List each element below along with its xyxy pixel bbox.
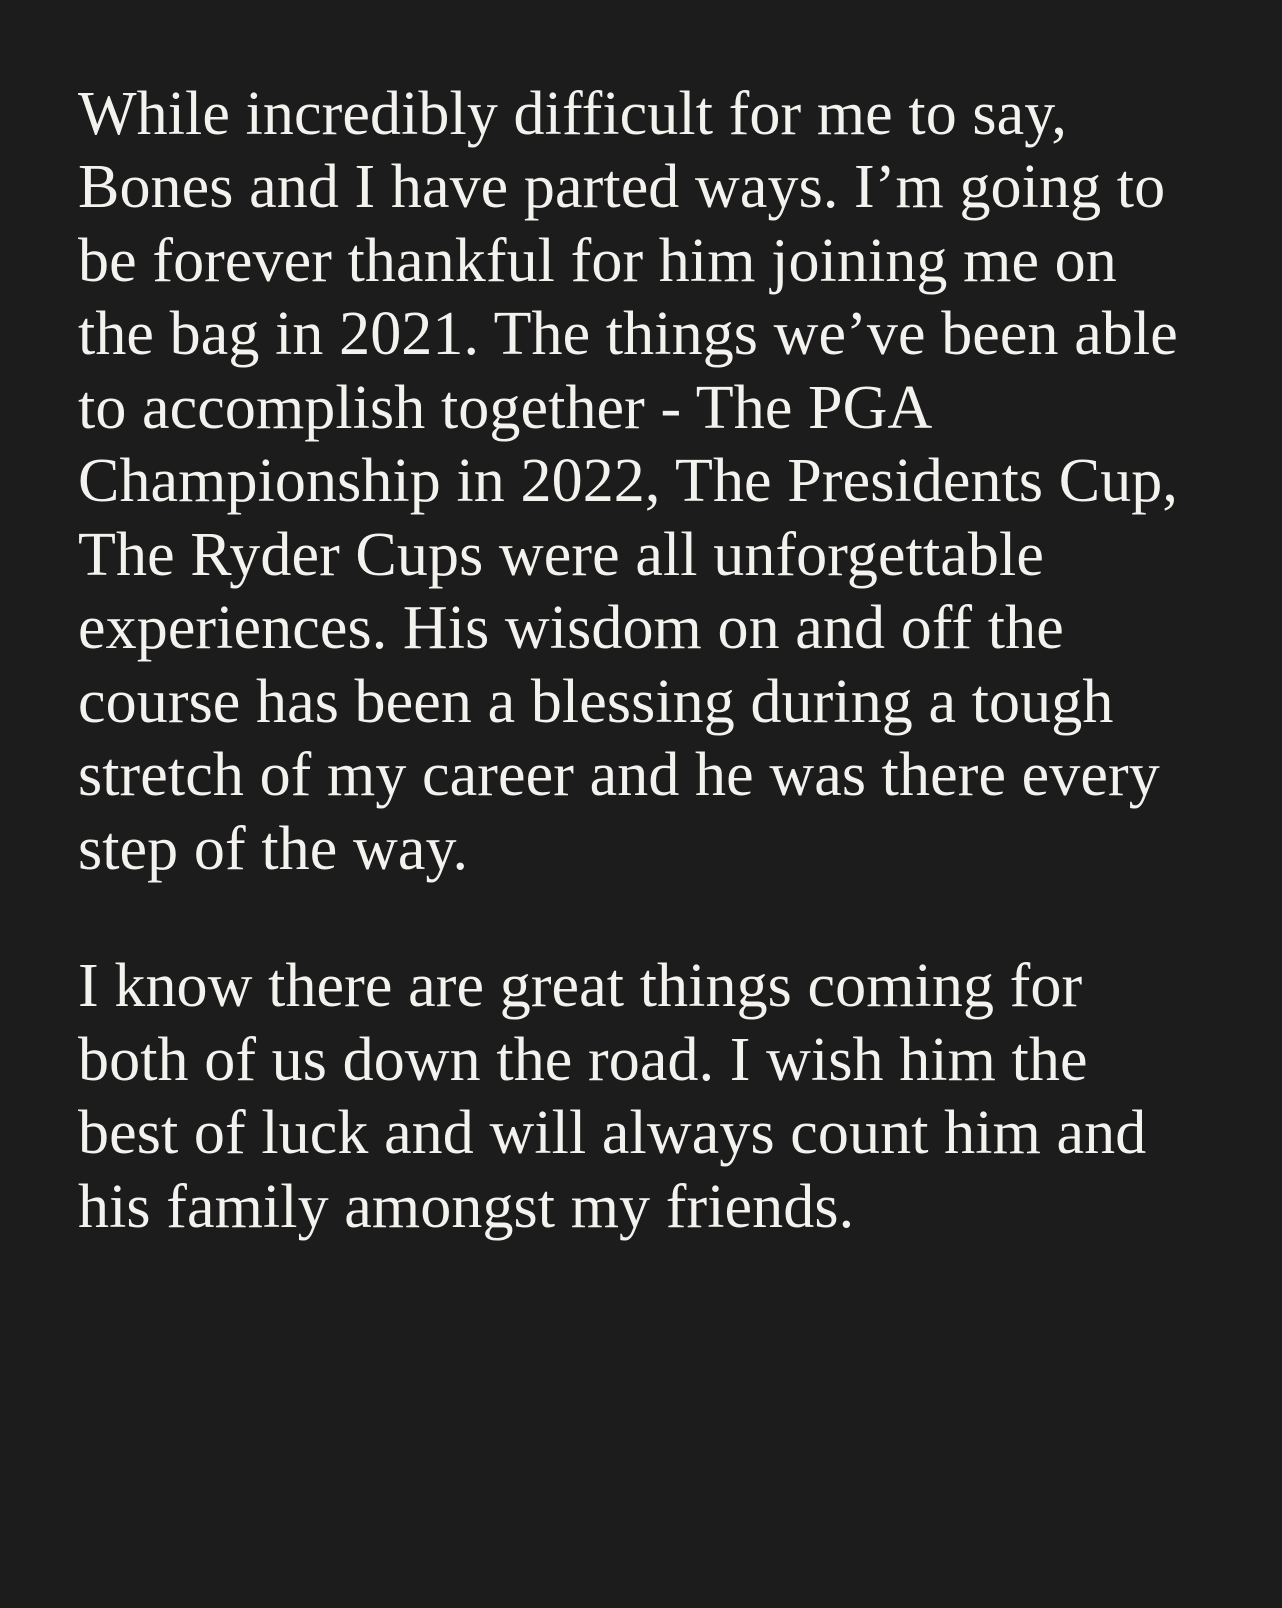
statement-paragraph-1: While incredibly difficult for me to say, Bones and I have parted ways. I’m going to be forever thankful for him joining me on the bag in 2021. The things we’ve been able to accomplish together - The PGA Championship in 2022, The Presidents Cup, The Ryder Cups were all unforgettable experiences. His wisdom on and off the course has been a blessing during a tough stretch of my career and he was there every step of the way. [78, 80, 1194, 883]
statement-paragraph-2: I know there are great things coming for both of us down the road. I wish him the best of luck and will always count him and his family amongst my friends. [78, 952, 1162, 1241]
statement-body [78, 78, 1194, 1244]
